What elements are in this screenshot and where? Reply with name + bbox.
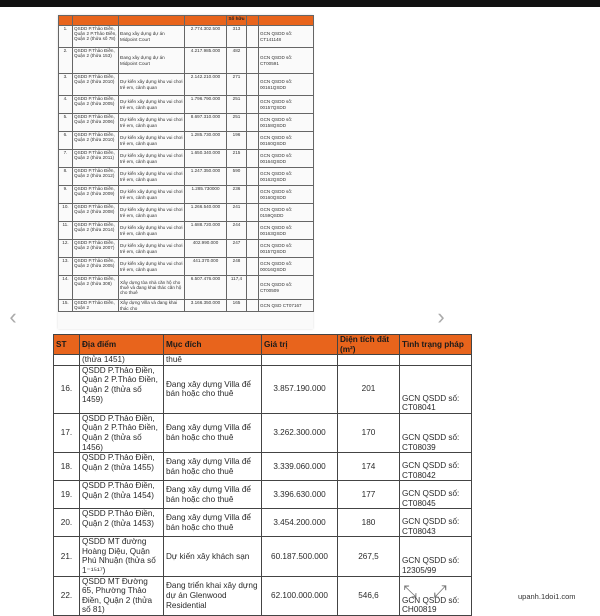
row-area: 215 [227, 150, 247, 168]
shrink-view-button[interactable] [400, 582, 420, 602]
table-row [59, 258, 314, 276]
row-index: 8. [59, 168, 73, 186]
row-certificate: GCN QSDD số: 00158QSDD [259, 114, 314, 132]
row-value: 8.697.310.000 [185, 114, 227, 132]
table-row [59, 150, 314, 168]
row-blank [247, 96, 259, 114]
row-index: 12. [59, 240, 73, 258]
row-value: 1.247.350.000 [185, 168, 227, 186]
row-value: 1.285.730.000 [185, 132, 227, 150]
header-cell-purpose: Mục đích [164, 335, 262, 355]
row-location: QSDD P.Thảo Điền, Quận 2 (thửa 2006) [73, 114, 119, 132]
row-location: QSDD P.Thảo Điền, Quận 2 P.Thảo Điền, Quận 2 (thửa số 1456) [80, 413, 164, 452]
upper-document-page [58, 15, 313, 329]
row-value: 3.396.630.000 [262, 481, 338, 509]
row-index: 21. [54, 537, 80, 576]
table-row [54, 365, 472, 413]
header-cell: Số hữu [227, 16, 247, 26]
row-blank [247, 132, 259, 150]
row-area: 590 [227, 168, 247, 186]
row-purpose: Đang xây dựng Villa để bán hoặc cho thuê [164, 481, 262, 509]
header-cell [59, 16, 73, 26]
row-purpose: Đang triển khai xây dựng dự án Glenwood Residential [164, 576, 262, 615]
row-purpose: Dự kiến xây dựng khu vui chơi trẻ em, cảnh quan [119, 168, 185, 186]
row-certificate: GCN QSD CT07167 [259, 300, 314, 312]
row-area: 174 [338, 453, 400, 481]
header-cell-location: Địa điểm [80, 335, 164, 355]
row-legal-status: GCN QSDD số: CT08041 [400, 365, 472, 413]
row-index: 18. [54, 453, 80, 481]
row-certificate: GCN QSDD số: 0159QSDD [259, 204, 314, 222]
row-purpose: Dự kiến xây dựng khu vui chơi trẻ em, cảnh quan [119, 258, 185, 276]
row-blank [247, 168, 259, 186]
row-certificate: GCN QSDD số: 00160QSDD [259, 132, 314, 150]
row-index: 3. [59, 74, 73, 96]
row-value: 1.688.720.000 [185, 222, 227, 240]
table-row [54, 355, 472, 366]
row-location: QSDD P.Thảo Điền, Quận 2 (thửa 2010) [73, 132, 119, 150]
row-purpose: Xây dựng Villa và đang khai thác cho [119, 300, 185, 312]
row-value: 2.142.210.000 [185, 74, 227, 96]
row-value: 1.285.730000 [185, 186, 227, 204]
row-value: 3.339.060.000 [262, 453, 338, 481]
chevron-left-icon: ‹ [9, 304, 17, 329]
row-area: 482 [227, 48, 247, 74]
row-purpose: Dự kiến xây dựng khu vui chơi trẻ em, cảnh quan [119, 74, 185, 96]
row-index: 17. [54, 413, 80, 452]
row-blank [247, 74, 259, 96]
row-value: 2.774.302.500 [185, 26, 227, 48]
watermark-credit: upanh.1doi1.com [518, 592, 576, 601]
row-index: 20. [54, 509, 80, 537]
row-purpose: thuê [164, 355, 262, 366]
row-area: 201 [338, 365, 400, 413]
row-location: QSDD P.Thảo Điền, Quận 2 (thửa 2008) [73, 204, 119, 222]
row-area: 196 [227, 132, 247, 150]
row-location: (thửa 1451) [80, 355, 164, 366]
header-cell [259, 16, 314, 26]
row-location: QSDD P.Thảo Điền, Quận 2 (thửa 2010) [73, 74, 119, 96]
row-purpose: Dự kiến xây dựng khu vui chơi trẻ em, cảnh quan [119, 114, 185, 132]
row-certificate: GCN QSDD số: CT00509 [259, 276, 314, 300]
table-row [59, 96, 314, 114]
row-legal-status: GCN QSDD số: 12305/99 [400, 537, 472, 576]
table-row [54, 509, 472, 537]
row-purpose: Dự kiến xây dựng khu vui chơi trẻ em, cảnh quan [119, 240, 185, 258]
table-row [54, 537, 472, 576]
row-blank [247, 48, 259, 74]
header-cell-value: Giá trị [262, 335, 338, 355]
table-row [59, 74, 314, 96]
row-area: 271 [227, 74, 247, 96]
lower-table-body [54, 355, 472, 616]
lower-table-header [54, 335, 472, 355]
table-row [59, 204, 314, 222]
row-area: 236 [227, 186, 247, 204]
row-blank [247, 186, 259, 204]
lower-document-page [53, 334, 471, 615]
row-index [54, 355, 80, 366]
row-certificate: GCN QSDD số: CT00591 [259, 48, 314, 74]
row-purpose: Dự kiến xây dựng khu vui chơi trẻ em, cảnh quan [119, 186, 185, 204]
row-blank [247, 150, 259, 168]
row-purpose: Đang xây dựng Villa để bán hoặc cho thuê [164, 453, 262, 481]
row-index: 22. [54, 576, 80, 615]
row-legal-status: GCN QSDD số: CH00819 [400, 576, 472, 615]
row-blank [247, 240, 259, 258]
table-row [59, 276, 314, 300]
row-value: 6.507.476.000 [185, 276, 227, 300]
row-area: 241 [227, 204, 247, 222]
row-certificate: GCN QSDD số: 00157QSDD [259, 96, 314, 114]
table-row [54, 413, 472, 452]
row-purpose: Đang xây dựng Villa để bán hoặc cho thuê [164, 413, 262, 452]
row-area: 165 [227, 300, 247, 312]
header-cell [73, 16, 119, 26]
row-location: QSDD P.Thảo Điền, Quận 2 P.Thảo Điền, Quận 2 (thửa số 1459) [80, 365, 164, 413]
row-certificate: GCN QSDD số: 00164QSDD [259, 150, 314, 168]
row-purpose: Xây dựng tòa nhà căn hộ cho thuê và đang khai thác căn hộ cho thuê [119, 276, 185, 300]
row-purpose: Đang xây dựng dự án Midpoint Court [119, 26, 185, 48]
row-index: 19. [54, 481, 80, 509]
header-cell [119, 16, 185, 26]
row-legal-status: GCN QSDD số: CT08045 [400, 481, 472, 509]
table-row [59, 240, 314, 258]
table-row [59, 222, 314, 240]
row-certificate: GCN QSDD số: 00163QSDD [259, 222, 314, 240]
row-purpose: Đang xây dựng dự án Midpoint Court [119, 48, 185, 74]
row-legal-status: GCN QSDD số: CT08039 [400, 413, 472, 452]
row-purpose: Dự kiến xây dựng khu vui chơi trẻ em, cảnh quan [119, 222, 185, 240]
row-blank [247, 276, 259, 300]
row-value: 3.857.190.000 [262, 365, 338, 413]
row-area: 313 [227, 26, 247, 48]
row-index: 14. [59, 276, 73, 300]
row-location: QSDD P.Thảo Điền, Quận 2 (thửa 2014) [73, 222, 119, 240]
row-index: 16. [54, 365, 80, 413]
row-index: 1. [59, 26, 73, 48]
table-row [59, 132, 314, 150]
row-location: QSDD P.Thảo Điền, Quận 2 (thửa 1453) [80, 509, 164, 537]
row-index: 13. [59, 258, 73, 276]
row-location: QSDD P.Thảo Điền, Quận 2 (thửa 2011) [73, 150, 119, 168]
row-location: QSDD MT Đường 65, Phường Thảo Điền, Quận 2 (thửa số 81) [80, 576, 164, 615]
row-blank [247, 258, 259, 276]
row-index: 9. [59, 186, 73, 204]
row-purpose: Dự kiến xây dựng khu vui chơi trẻ em, cảnh quan [119, 132, 185, 150]
row-certificate: GCN QSDD số: CT141148 [259, 26, 314, 48]
top-bar [0, 0, 600, 7]
header-cell [185, 16, 227, 26]
header-cell [247, 16, 259, 26]
table-row [54, 481, 472, 509]
row-location: QSDD MT đường Hoàng Diệu, Quận Phú Nhuận (thửa số 1⁻¹⁵¹⁷) [80, 537, 164, 576]
upper-table-header [59, 16, 314, 26]
row-value: 1.650.340.000 [185, 150, 227, 168]
row-area: 177 [338, 481, 400, 509]
row-area: 170 [338, 413, 400, 452]
fullscreen-button[interactable] [430, 582, 450, 602]
header-cell-legal-status: Tình trạng pháp [400, 335, 472, 355]
row-value: 60.187.500.000 [262, 537, 338, 576]
table-row [54, 453, 472, 481]
row-certificate: GCN QSDD số: 00161QSDD [259, 74, 314, 96]
row-area: 248 [227, 258, 247, 276]
previous-image-button[interactable] [4, 306, 22, 328]
next-image-button[interactable] [432, 306, 450, 328]
row-blank [247, 26, 259, 48]
row-value: 62.100.000.000 [262, 576, 338, 615]
row-area: 251 [227, 96, 247, 114]
header-cell-area: Diện tích đất (m²) [338, 335, 400, 355]
row-index: 5. [59, 114, 73, 132]
upper-table-body [59, 26, 314, 312]
row-certificate: GCN QSDD số: 00157QSDD [259, 240, 314, 258]
row-blank [247, 300, 259, 312]
row-index: 10. [59, 204, 73, 222]
row-blank [247, 114, 259, 132]
row-location: QSDD P.Thảo Điền, Quận 2 (thửa 308) [73, 276, 119, 300]
row-certificate: GCN QSDD số: 00160QSDD [259, 186, 314, 204]
row-purpose: Dự kiến xây dựng khu vui chơi trẻ em, cảnh quan [119, 204, 185, 222]
row-index: 15. [59, 300, 73, 312]
row-value: 441.370.000 [185, 258, 227, 276]
row-location: QSDD P.Thảo Điền, Quận 2 [73, 300, 119, 312]
row-location: QSDD P.Thảo Điền, Quận 2 (thửa 1454) [80, 481, 164, 509]
expand-arrows-icon: ⤢ [433, 582, 447, 601]
row-value: 3.262.300.000 [262, 413, 338, 452]
row-value: 3.166.350.000 [185, 300, 227, 312]
row-legal-status [400, 355, 472, 366]
table-row [59, 168, 314, 186]
row-purpose: Đang xây dựng Villa để bán hoặc cho thuê [164, 365, 262, 413]
row-legal-status: GCN QSDD số: CT08043 [400, 509, 472, 537]
row-purpose: Dự kiến xây dựng khu vui chơi trẻ em, cảnh quan [119, 150, 185, 168]
table-row [59, 48, 314, 74]
table-row [59, 114, 314, 132]
shrink-arrows-icon: ⤡ [403, 582, 417, 601]
row-index: 11. [59, 222, 73, 240]
row-location: QSDD P.Thảo Điền, Quận 2 (thửa 2007) [73, 240, 119, 258]
header-cell-index: ST [54, 335, 80, 355]
image-viewer [0, 7, 600, 615]
row-area: 244 [227, 222, 247, 240]
row-value: 402.990.000 [185, 240, 227, 258]
row-value: 1.266.540.000 [185, 204, 227, 222]
row-legal-status: GCN QSDD số: CT08042 [400, 453, 472, 481]
row-purpose: Dự kiến xây dựng khu vui chơi trẻ em, cảnh quan [119, 96, 185, 114]
row-index: 7. [59, 150, 73, 168]
row-area: 247 [227, 240, 247, 258]
row-value: 3.454.200.000 [262, 509, 338, 537]
row-area: 251 [227, 114, 247, 132]
table-row [59, 186, 314, 204]
row-area: 267,5 [338, 537, 400, 576]
row-location: QSDD P.Thảo Điền, Quận 2 P.Thảo Điền, Quận 2 (thửa số 78) [73, 26, 119, 48]
row-index: 6. [59, 132, 73, 150]
lower-asset-table [53, 334, 472, 616]
row-purpose: Đang xây dựng Villa để bán hoặc cho thuê [164, 509, 262, 537]
row-certificate: GCN QSDD số: 00016QSDD [259, 258, 314, 276]
row-blank [247, 222, 259, 240]
row-location: QSDD P.Thảo Điền, Quận 2 (thửa 2012) [73, 168, 119, 186]
row-area: 117,4 [227, 276, 247, 300]
row-value [262, 355, 338, 366]
row-area: 546,6 [338, 576, 400, 615]
row-index: 2. [59, 48, 73, 74]
row-location: QSDD P.Thảo Điền, Quận 2 (thửa 1455) [80, 453, 164, 481]
row-blank [247, 204, 259, 222]
row-location: QSDD P.Thảo Điền, Quận 2 (thửa 2009) [73, 186, 119, 204]
chevron-right-icon: › [437, 304, 445, 329]
row-value: 1.796.790.000 [185, 96, 227, 114]
row-purpose: Dự kiến xây khách sạn [164, 537, 262, 576]
row-area [338, 355, 400, 366]
row-location: QSDD P.Thảo Điền, Quận 2 (thửa 2005) [73, 258, 119, 276]
row-location: QSDD P.Thảo Điền, Quận 2 (thửa 2005) [73, 96, 119, 114]
table-row [59, 300, 314, 312]
upper-asset-table [58, 15, 314, 312]
row-value: 4.217.985.000 [185, 48, 227, 74]
row-area: 180 [338, 509, 400, 537]
row-location: QSDD P.Thảo Điền, Quận 2 (thửa 153) [73, 48, 119, 74]
row-index: 4. [59, 96, 73, 114]
table-row [59, 26, 314, 48]
row-certificate: GCN QSDD số: 00162QSDD [259, 168, 314, 186]
